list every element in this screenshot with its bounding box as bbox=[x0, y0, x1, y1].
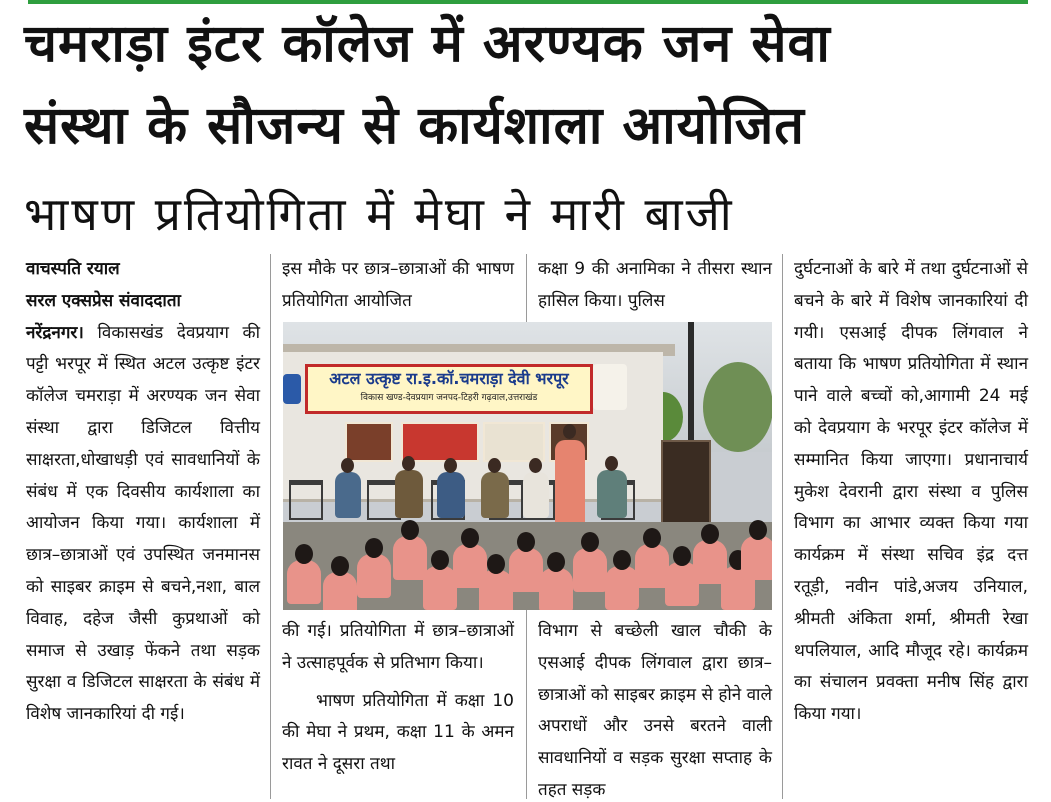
headline-line-1: चमराड़ा इंटर कॉलेज में अरण्यक जन सेवा bbox=[24, 14, 831, 74]
byline-role: सरल एक्सप्रेस संवाददाता bbox=[26, 290, 181, 311]
chair bbox=[289, 480, 323, 520]
seated-student bbox=[393, 536, 427, 580]
student-head bbox=[613, 550, 631, 570]
article-column-2-top bbox=[282, 254, 514, 318]
column-2-para-1: की गई। प्रतियोगिता में छात्र–छात्राओं ने उत्साहपूर्वक से प्रतिभाग किया। bbox=[282, 621, 514, 673]
poster bbox=[401, 422, 479, 462]
student-head bbox=[673, 546, 691, 566]
standee-banner bbox=[661, 440, 711, 535]
seated-student bbox=[605, 566, 639, 610]
student-head bbox=[365, 538, 383, 558]
guest-head bbox=[488, 458, 501, 473]
student-head bbox=[431, 550, 449, 570]
poster bbox=[483, 422, 545, 462]
guest bbox=[523, 472, 549, 518]
student-head bbox=[401, 520, 419, 540]
accent-bar bbox=[28, 0, 1028, 4]
article-column-3-bottom bbox=[538, 616, 772, 802]
event-photo bbox=[283, 322, 772, 610]
guest bbox=[597, 470, 627, 518]
school-logo bbox=[283, 374, 301, 404]
student-head bbox=[295, 544, 313, 564]
police-officer bbox=[395, 470, 423, 518]
guest-head bbox=[444, 458, 457, 473]
column-2-para-2: भाषण प्रतियोगिता में कक्षा 10 की मेघा ने प्रथम, कक्षा 11 के अमन रावत ने दूसरा तथा bbox=[282, 690, 514, 775]
tree bbox=[703, 362, 772, 452]
article-column-1 bbox=[26, 254, 260, 731]
student-head bbox=[547, 552, 565, 572]
guest bbox=[335, 472, 361, 518]
article-column-3-top bbox=[538, 254, 772, 318]
seated-student bbox=[635, 544, 669, 588]
uttarakhand-emblem bbox=[593, 364, 627, 410]
school-banner bbox=[305, 364, 593, 414]
student-head bbox=[487, 554, 505, 574]
seated-student bbox=[509, 548, 543, 592]
student-head bbox=[581, 532, 599, 552]
guest bbox=[481, 472, 509, 518]
seated-student bbox=[323, 572, 357, 610]
seated-student bbox=[287, 560, 321, 604]
article-column-4 bbox=[794, 254, 1028, 731]
column-divider bbox=[270, 254, 271, 799]
seated-student bbox=[357, 554, 391, 598]
student-head bbox=[517, 532, 535, 552]
guest-head bbox=[402, 456, 415, 471]
column-4-text: दुर्घटनाओं के बारे में तथा दुर्घटनाओं से बचने के बारे में विशेष जानकारियां दी गयी। एसआई दीपक लिंगवाल ने बताया कि भाषण प्रतियोगिता में स्थान पाने वाले बच्चों को,आगामी 24 मई को देवप्रयाग के भरपूर इंटर कॉलेज में सम्मानित किया जाएगा। प्रधानाचार्य मुकेश देवरानी द्वारा संस्था व पुलिस विभाग का आभार व्यक्त किया गया कार्यक्रम में संस्था सचिव इंद्र दत्त रतूड़ी, नवीन पांडे,अजय उनियाल, श्रीमती अंकिता शर्मा, श्रीमती रेखा थपलियाल, आदि मौजूद रहे। कार्यक्रम का संचालन प्रवक्ता मनीष सिंह द्वारा किया गया। bbox=[794, 259, 1028, 725]
column-3-top-text: कक्षा 9 की अनामिका ने तीसरा स्थान हासिल किया। पुलिस bbox=[538, 259, 772, 311]
poster bbox=[345, 422, 393, 462]
column-3-bottom-text: विभाग से बच्छेली खाल चौकी के एसआई दीपक लिंगवाल द्वारा छात्र–छात्राओं को साइबर क्राइम से होने वाले अपराधों और उनसे बरतने वाली सावधानियों व सड़क सुरक्षा सप्ताह के तहत सड़क bbox=[538, 621, 772, 800]
seated-student bbox=[573, 548, 607, 592]
student-head bbox=[643, 528, 661, 548]
seated-student bbox=[479, 570, 513, 610]
banner-subtitle: विकास खण्ड-देवप्रयाग जनपद-टिहरी गढ़वाल,उत्तराखंड bbox=[360, 393, 538, 403]
banner-title: अटल उत्कृष्ट रा.इ.कॉ.चमराड़ा देवी भरपूर bbox=[329, 369, 569, 388]
byline-name: वाचस्पति रयाल bbox=[26, 259, 120, 279]
guest-head bbox=[605, 456, 618, 471]
column-1-body bbox=[26, 318, 260, 731]
guest-head bbox=[529, 458, 542, 473]
seated-student bbox=[741, 536, 772, 580]
dateline: नरेंद्रनगर। bbox=[26, 322, 84, 343]
column-divider bbox=[782, 254, 783, 799]
seated-student bbox=[539, 568, 573, 610]
student-head bbox=[749, 520, 767, 540]
guest-head bbox=[341, 458, 354, 473]
headline-line-2: संस्था के सौजन्य से कार्यशाला आयोजित bbox=[24, 96, 805, 156]
speaker-head bbox=[563, 424, 576, 439]
seated-student bbox=[423, 566, 457, 610]
student-head bbox=[331, 556, 349, 576]
subheadline: भाषण प्रतियोगिता में मेघा ने मारी बाजी bbox=[24, 187, 735, 241]
article-column-2-bottom bbox=[282, 616, 514, 781]
student-head bbox=[701, 524, 719, 544]
guest bbox=[437, 472, 465, 518]
column-2-top-text: इस मौके पर छात्र–छात्राओं की भाषण प्रतियोगिता आयोजित bbox=[282, 259, 514, 311]
student-head bbox=[461, 528, 479, 548]
column-1-text: विकासखंड देवप्रयाग की पट्टी भरपूर में स्थित अटल उत्कृष्ट इंटर कॉलेज चमराड़ा में अरण्यक जन सेवा संस्था द्वारा डिजिटल वित्तीय साक्षरता,धोखाधड़ी एवं सावधानियों के संबंध में एक दिवसीय कार्यशाला का आयोजन किया गया। कार्यशाला में छात्र–छात्राओं एवं उपस्थित जनमानस को साइबर क्राइम से बचने,नशा, बाल विवाह, दहेज जैसी कुप्रथाओं को समाज से उखाड़ फेंकने तथा सड़क सुरक्षा व डिजिटल साक्षरता के संबंध में विशेष जानकारियां दी गई। bbox=[26, 322, 260, 725]
